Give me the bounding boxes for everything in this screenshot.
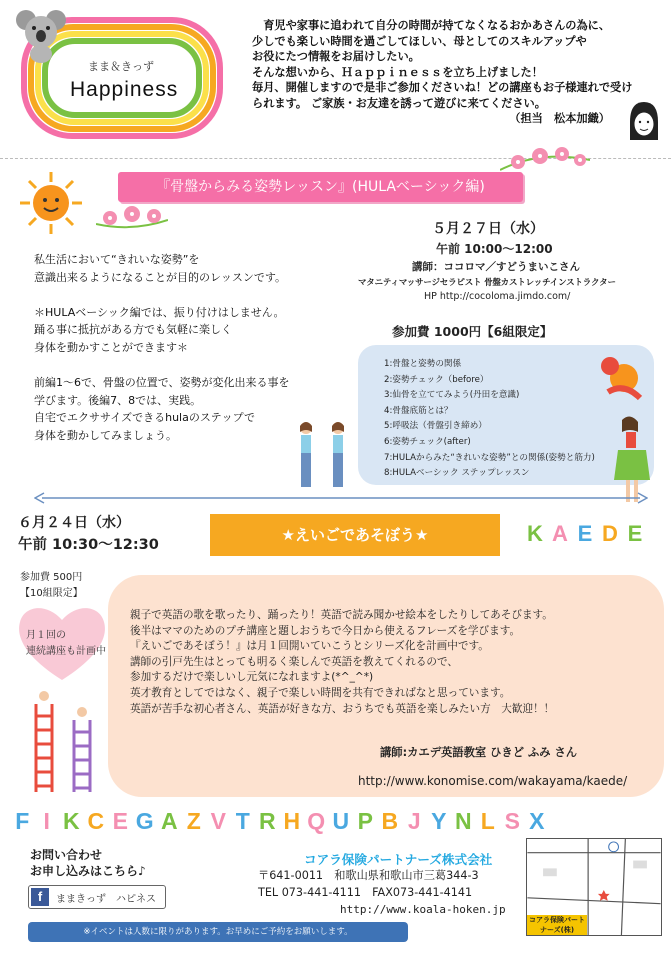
kaede-letter: K	[527, 521, 543, 546]
lesson-title-banner: 『骨盤からみる姿勢レッスン』(HULAベーシック編)	[118, 172, 523, 202]
english-teacher: 講師:カエデ英語教室 ひきど ふみ さん	[380, 746, 578, 759]
intro-line: 毎月、開催しますので是非ご参加くださいね！どの講座もお子様連れで受け	[252, 81, 633, 94]
kaede-letter: D	[602, 521, 618, 546]
contact-subheading: お申し込みはこちら♪	[30, 864, 146, 878]
staff-avatar-icon	[626, 100, 662, 146]
alphabet-letter: L	[480, 808, 495, 834]
english-line: 親子で英語の歌を歌ったり、踊ったり！英語で読み聞かせ絵本をしたりしてあそびます。	[130, 609, 553, 621]
alphabet-decoration	[10, 808, 549, 835]
facebook-label: ままきっず ハピネス	[56, 894, 156, 905]
blank-line	[34, 286, 354, 304]
lesson-line: 私生活において“きれいな姿勢”を	[34, 253, 200, 266]
alphabet-letter: H	[283, 808, 301, 834]
alphabet-letter: P	[357, 808, 373, 834]
contact-heading: お問い合わせ	[30, 848, 103, 862]
alphabet-letter: N	[454, 808, 472, 834]
english-description	[130, 608, 554, 717]
lesson-line: 自宅でエクササイズできるhulaのステップで	[34, 411, 255, 425]
intro-text	[252, 18, 662, 127]
english-fee: 参加費 500円	[20, 572, 83, 583]
lesson-line: 意識出来るようになることが目的のレッスンです。	[34, 270, 287, 284]
curriculum-item: 8:HULAベーシック ステップレッスン	[384, 468, 530, 479]
alphabet-letter: B	[381, 808, 399, 834]
curriculum-item: 4:骨盤底筋とは？	[384, 405, 453, 416]
alphabet-letter: A	[160, 808, 178, 834]
intro-line: 少しでも楽しい時間を過ごしてほしい、母としてのスキルアップや	[252, 34, 587, 48]
kaede-letter: E	[577, 521, 593, 546]
curriculum-list	[384, 357, 595, 482]
alphabet-letter: V	[210, 808, 226, 834]
blank-line	[34, 357, 354, 375]
ladders-illustration-icon	[22, 690, 106, 794]
lesson-fee: 参加費 1000円【6組限定】	[392, 324, 553, 339]
alphabet-letter: T	[235, 808, 250, 834]
intro-line: 育児や家事に追われて自分の時間が持てなくなるおかあさんの為に、	[252, 19, 611, 32]
lesson-date: ５月２７日（水）	[432, 221, 544, 237]
kaede-logo	[524, 519, 646, 549]
english-line: 英才教育としてではなく、親子で楽しい時間を共有できればなと思っています。	[130, 686, 511, 699]
reservation-notice: ※イベントは人数に限りがあります。お早めにご予約をお願いします。	[28, 922, 408, 942]
logo-title: Happiness	[70, 78, 179, 101]
curriculum-item: 6:姿勢チェック(after)	[384, 436, 471, 447]
lesson-time: 午前 10:00～12:00	[436, 242, 553, 256]
alphabet-letter: C	[87, 808, 105, 834]
alphabet-letter: Z	[186, 808, 201, 834]
intro-signature: （担当 松本加織）	[509, 112, 610, 125]
lesson-homepage-link[interactable]: HP http://cocoloma.jimdo.com/	[424, 291, 571, 302]
flower-decoration-icon	[96, 196, 168, 236]
english-limit: 【10組限定】	[20, 588, 83, 599]
lesson-description	[34, 251, 354, 445]
lesson-teacher: 講師：ココロマ／すどうまいこさん	[412, 261, 580, 273]
alphabet-letter: K	[62, 808, 80, 834]
lesson-line: 踊る事に抵抗がある方でも気軽に楽しく	[34, 323, 232, 337]
heart-note-line: 連続講座も計画中	[26, 646, 106, 657]
sun-icon	[18, 170, 84, 236]
logo-subtitle: まま＆きっず	[88, 60, 154, 73]
english-date: ６月２４日（水）	[18, 515, 130, 531]
alphabet-letter: F	[15, 808, 30, 834]
english-line: 『えいごであそぼう！』は月１回開いていこうとシリーズ化を計画中です。	[130, 640, 489, 653]
english-line: 後半はママのためのプチ講座と題しおうちで今日から使えるフレーズを学びます。	[130, 624, 521, 637]
curriculum-item: 1:骨盤と姿勢の関係	[384, 359, 462, 369]
intro-line: そんな想いから、Ｈａｐｐｉｎｅｓｓを立ち上げました！	[252, 65, 543, 79]
alphabet-letter: X	[529, 808, 545, 834]
curriculum-item: 5:呼吸法（骨盤引き締め）	[384, 421, 487, 432]
lesson-line: 学びます。後編7、8では、実践。	[34, 393, 202, 407]
english-line: 参加するだけで楽しいし元気になれますよ(*^_^*)	[130, 671, 374, 684]
lesson-line: 身体を動かすことができます＊	[34, 340, 188, 354]
intro-line: られます。 ご家族・お友達を誘って遊びに来てください。	[252, 96, 546, 110]
alphabet-letter: G	[135, 808, 154, 834]
intro-line: お役にたつ情報をお届けしたい。	[252, 50, 420, 63]
alphabet-letter: S	[504, 808, 520, 834]
lesson-teacher-role: マタニティマッサージセラピスト 骨盤カストレッチインストラクター	[358, 278, 616, 288]
english-line: 講師の引戸先生はとっても明るく楽しんで英語を教えてくれるので、	[130, 655, 458, 668]
lesson-line: ＊HULAベーシック編では、振り付けはしません。	[34, 305, 285, 319]
alphabet-letter: Y	[431, 808, 447, 834]
english-time: 午前 10:30～12:30	[18, 537, 159, 553]
company-phone: TEL 073-441-4111 FAX073-441-4141	[258, 886, 473, 899]
english-website-link[interactable]: http://www.konomise.com/wakayama/kaede/	[358, 774, 628, 788]
alphabet-letter: J	[407, 808, 421, 834]
alphabet-letter: I	[43, 808, 50, 834]
english-title-banner: ★えいごであそぼう★	[210, 514, 500, 556]
happiness-logo-frame	[10, 6, 228, 142]
alphabet-letter: U	[332, 808, 350, 834]
lesson-line: 身体を動かしてみましょう。	[34, 428, 177, 442]
kaede-letter: A	[552, 521, 568, 546]
curriculum-item: 7:HULAからみた“きれいな姿勢”との関係(姿勢と筋力)	[384, 452, 595, 463]
facebook-icon: f	[31, 888, 49, 906]
lesson-line: 前編1～6で、骨盤の位置で、姿勢が変化出来る事を	[34, 376, 290, 390]
heart-note	[26, 628, 106, 660]
alphabet-letter: R	[258, 808, 276, 834]
alphabet-letter: E	[112, 808, 128, 834]
company-address: 〒641-0011 和歌山県和歌山市三葛344-3	[258, 869, 479, 882]
hula-dancer-icon	[600, 352, 656, 512]
curriculum-item: 2:姿勢チェック（before）	[384, 374, 489, 385]
company-website-link[interactable]: http://www.koala-hoken.jp	[340, 903, 506, 916]
company-name: コアラ保険パートナーズ株式会社	[304, 852, 493, 867]
english-line: 英語が苦手な初心者さん、英語が好きな方、おうちでも英語を楽しみたい方 大歓迎！！	[130, 702, 555, 715]
map-company-label: コアラ保険パートナーズ(株)	[529, 916, 585, 934]
dancers-illustration-icon	[290, 418, 356, 492]
heart-note-line: 月１回の	[26, 630, 66, 641]
curriculum-item: 3:仙骨を立ててみよう(丹田を意識)	[384, 390, 520, 401]
kaede-letter: E	[627, 521, 643, 546]
double-arrow-divider	[34, 492, 648, 504]
alphabet-letter: Q	[307, 808, 326, 834]
